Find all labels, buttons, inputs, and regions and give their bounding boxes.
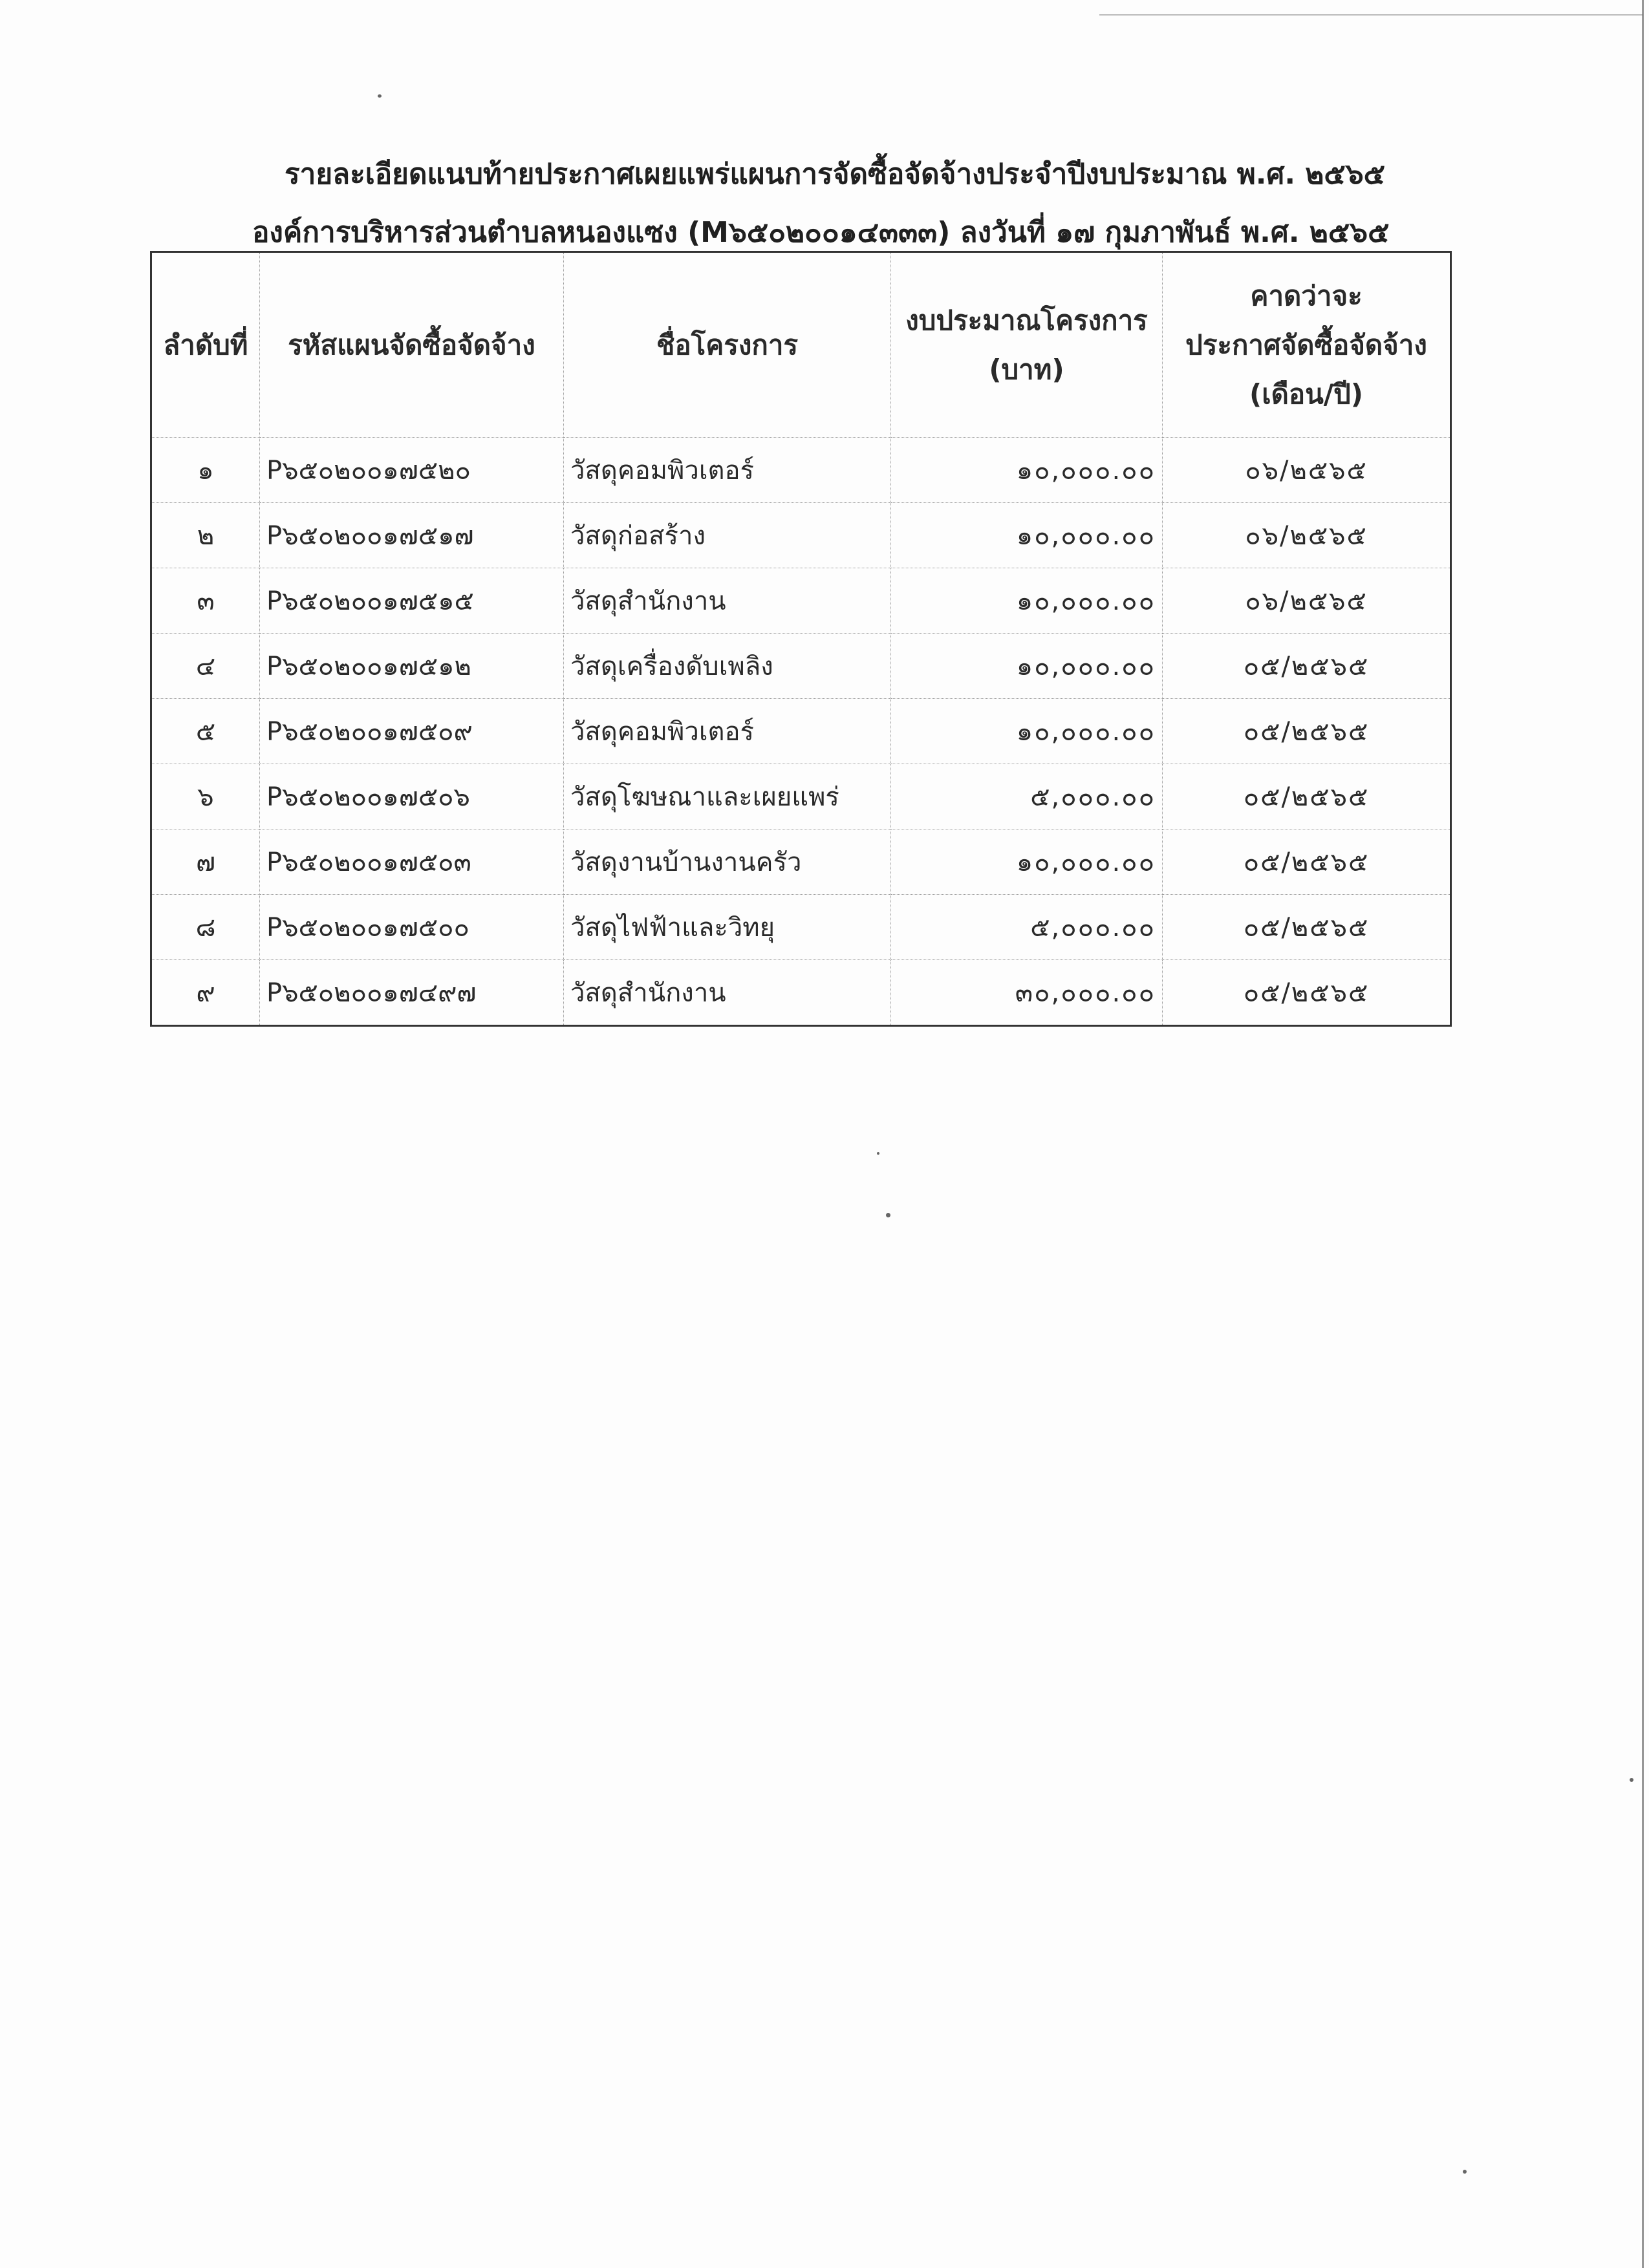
cell-budget: ๑๐,๐๐๐.๐๐ — [891, 438, 1163, 503]
cell-no: ๘ — [151, 895, 260, 960]
procurement-plan-table — [150, 251, 1452, 1027]
cell-no: ๒ — [151, 503, 260, 568]
document-title: รายละเอียดแนบท้ายประกาศเผยแพร่แผนการจัดซื้อจัดจ้างประจำปีงบประมาณ พ.ศ. ๒๕๖๕ — [285, 158, 1385, 191]
cell-plan-code: P๖๕๐๒๐๐๑๗๕๐๓ — [260, 829, 564, 895]
cell-project-name: วัสดุคอมพิวเตอร์ — [564, 699, 891, 764]
table-row — [151, 960, 1451, 1026]
cell-plan-code: P๖๕๐๒๐๐๑๗๕๒๐ — [260, 438, 564, 503]
cell-budget: ๑๐,๐๐๐.๐๐ — [891, 503, 1163, 568]
cell-plan-code: P๖๕๐๒๐๐๑๗๕๑๗ — [260, 503, 564, 568]
cell-plan-code: P๖๕๐๒๐๐๑๗๕๐๐ — [260, 895, 564, 960]
cell-announce-month: ๐๕/๒๕๖๕ — [1163, 764, 1451, 829]
cell-announce-month: ๐๖/๒๕๖๕ — [1163, 438, 1451, 503]
cell-announce-month: ๐๕/๒๕๖๕ — [1163, 960, 1451, 1026]
scan-edge-top — [1099, 14, 1643, 16]
table-row — [151, 829, 1451, 895]
table-row — [151, 503, 1451, 568]
header-name: ชื่อโครงการ — [564, 252, 891, 438]
cell-project-name: วัสดุงานบ้านงานครัว — [564, 829, 891, 895]
cell-project-name: วัสดุสำนักงาน — [564, 960, 891, 1026]
scan-speck — [378, 94, 382, 98]
cell-announce-month: ๐๕/๒๕๖๕ — [1163, 895, 1451, 960]
cell-budget: ๓๐,๐๐๐.๐๐ — [891, 960, 1163, 1026]
document-subtitle: องค์การบริหารส่วนตำบลหนองแซง (M๖๕๐๒๐๐๑๔๓๓๓) ลงวันที่ ๑๗ กุมภาพันธ์ พ.ศ. ๒๕๖๕ — [252, 216, 1390, 249]
cell-no: ๙ — [151, 960, 260, 1026]
cell-announce-month: ๐๕/๒๕๖๕ — [1163, 829, 1451, 895]
cell-plan-code: P๖๕๐๒๐๐๑๗๕๐๙ — [260, 699, 564, 764]
header-budget-unit: (บาท) — [989, 353, 1064, 385]
cell-no: ๔ — [151, 634, 260, 699]
cell-project-name: วัสดุไฟฟ้าและวิทยุ — [564, 895, 891, 960]
table-row — [151, 699, 1451, 764]
header-budget — [891, 252, 1163, 438]
header-month-label-1: คาดว่าจะ — [1250, 279, 1363, 312]
cell-budget: ๑๐,๐๐๐.๐๐ — [891, 634, 1163, 699]
table-row — [151, 568, 1451, 634]
header-no: ลำดับที่ — [151, 252, 260, 438]
cell-project-name: วัสดุโฆษณาและเผยแพร่ — [564, 764, 891, 829]
table-row — [151, 438, 1451, 503]
cell-plan-code: P๖๕๐๒๐๐๑๗๔๙๗ — [260, 960, 564, 1026]
cell-plan-code: P๖๕๐๒๐๐๑๗๕๐๖ — [260, 764, 564, 829]
document-header — [162, 145, 1487, 262]
cell-budget: ๕,๐๐๐.๐๐ — [891, 764, 1163, 829]
scan-speck — [886, 1213, 890, 1217]
scan-speck — [1463, 2170, 1467, 2174]
scan-edge-right — [1642, 0, 1644, 2268]
cell-no: ๑ — [151, 438, 260, 503]
scan-speck — [1630, 1778, 1633, 1782]
table-row — [151, 895, 1451, 960]
header-month-unit: (เดือน/ปี) — [1249, 378, 1363, 410]
cell-announce-month: ๐๖/๒๕๖๕ — [1163, 568, 1451, 634]
cell-no: ๕ — [151, 699, 260, 764]
cell-plan-code: P๖๕๐๒๐๐๑๗๕๑๕ — [260, 568, 564, 634]
table-row — [151, 634, 1451, 699]
cell-announce-month: ๐๕/๒๕๖๕ — [1163, 634, 1451, 699]
cell-plan-code: P๖๕๐๒๐๐๑๗๕๑๒ — [260, 634, 564, 699]
cell-project-name: วัสดุเครื่องดับเพลิง — [564, 634, 891, 699]
cell-project-name: วัสดุคอมพิวเตอร์ — [564, 438, 891, 503]
cell-budget: ๕,๐๐๐.๐๐ — [891, 895, 1163, 960]
cell-budget: ๑๐,๐๐๐.๐๐ — [891, 568, 1163, 634]
cell-announce-month: ๐๕/๒๕๖๕ — [1163, 699, 1451, 764]
cell-no: ๓ — [151, 568, 260, 634]
scan-speck — [877, 1152, 879, 1155]
table-header-row — [151, 252, 1451, 438]
cell-no: ๖ — [151, 764, 260, 829]
header-month — [1163, 252, 1451, 438]
table-row — [151, 764, 1451, 829]
cell-project-name: วัสดุก่อสร้าง — [564, 503, 891, 568]
cell-announce-month: ๐๖/๒๕๖๕ — [1163, 503, 1451, 568]
cell-no: ๗ — [151, 829, 260, 895]
cell-budget: ๑๐,๐๐๐.๐๐ — [891, 829, 1163, 895]
cell-project-name: วัสดุสำนักงาน — [564, 568, 891, 634]
header-budget-label: งบประมาณโครงการ — [905, 304, 1148, 336]
header-code: รหัสแผนจัดซื้อจัดจ้าง — [260, 252, 564, 438]
header-month-label-2: ประกาศจัดซื้อจัดจ้าง — [1185, 328, 1427, 361]
cell-budget: ๑๐,๐๐๐.๐๐ — [891, 699, 1163, 764]
